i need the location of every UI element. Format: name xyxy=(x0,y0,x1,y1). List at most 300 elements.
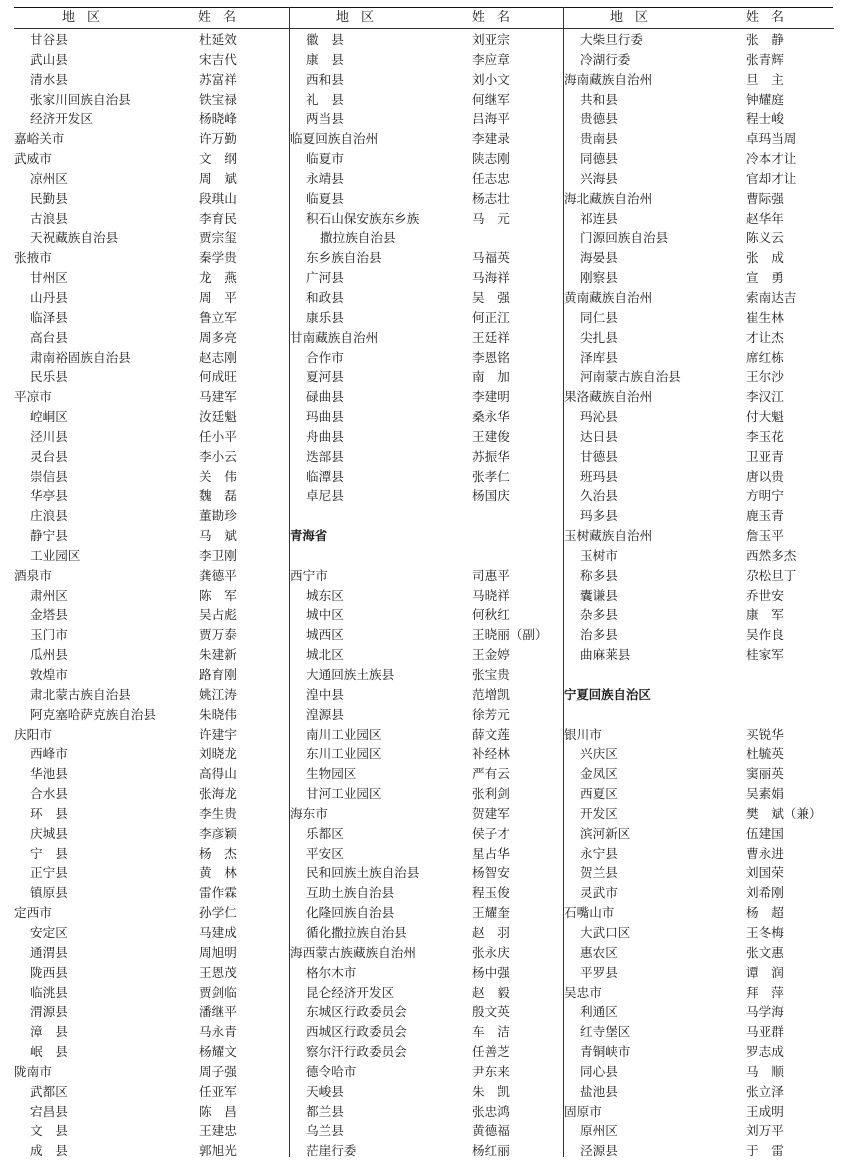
region-name: 甘谷县 xyxy=(30,32,68,47)
official-name: 李玉花 xyxy=(746,428,784,444)
table-row xyxy=(14,764,289,784)
official-name: 孙学仁 xyxy=(199,905,237,921)
region-name: 宕昌县 xyxy=(30,1103,68,1119)
official-name: 程玉俊 xyxy=(472,885,510,901)
official-name: 潘继平 xyxy=(199,1004,237,1020)
table-row xyxy=(14,824,289,844)
table-row xyxy=(14,605,289,625)
region-name: 崇信县 xyxy=(30,468,68,484)
table-row xyxy=(14,506,289,526)
official-name: 桑永华 xyxy=(472,409,510,425)
official-name: 杨 杰 xyxy=(199,845,237,861)
table-row xyxy=(14,248,289,268)
official-name: 任志忠 xyxy=(472,170,510,186)
name-header: 姓名 xyxy=(198,10,249,25)
region-name: 称多县 xyxy=(580,567,618,583)
official-name: 范增凯 xyxy=(472,686,510,702)
official-name: 陈 军 xyxy=(199,587,237,603)
region-name: 平凉市 xyxy=(14,389,52,405)
region-name: 永宁县 xyxy=(580,845,618,861)
directory-list xyxy=(564,30,834,1161)
table-row xyxy=(14,109,289,129)
table-row xyxy=(290,169,563,189)
official-name: 赵 羽 xyxy=(472,924,510,940)
region-name: 河南蒙古族自治县 xyxy=(580,369,681,385)
official-name: 何正江 xyxy=(472,309,510,325)
official-name: 李小云 xyxy=(199,448,237,464)
table-row xyxy=(290,824,563,844)
region-name: 漳 县 xyxy=(30,1024,68,1040)
table-row xyxy=(290,189,563,209)
table-row xyxy=(14,189,289,209)
official-name: 杜延效 xyxy=(199,32,237,47)
official-name: 任小平 xyxy=(199,428,237,444)
table-row xyxy=(14,784,289,804)
region-name: 嘉峪关市 xyxy=(14,131,65,147)
region-name: 泾源县 xyxy=(580,1143,618,1159)
official-name: 陈义云 xyxy=(746,230,784,246)
table-row xyxy=(14,149,289,169)
region-name: 乌兰县 xyxy=(306,1123,344,1139)
official-name: 周 平 xyxy=(199,289,237,305)
region-name: 冷湖行委 xyxy=(580,51,631,67)
official-name: 唐以贵 xyxy=(746,468,784,484)
official-name: 卫亚青 xyxy=(746,448,784,464)
official-name: 严有云 xyxy=(472,766,510,782)
official-name: 任亚军 xyxy=(199,1083,237,1099)
region-name: 德令哈市 xyxy=(306,1063,357,1079)
official-name: 拜 萍 xyxy=(746,984,784,1000)
official-name: 殷文英 xyxy=(472,1004,510,1020)
region-name: 青铜峡市 xyxy=(580,1044,631,1060)
table-row xyxy=(290,328,563,348)
region-name: 同心县 xyxy=(580,1063,618,1079)
official-name: 王耀奎 xyxy=(472,905,510,921)
table-row xyxy=(290,784,563,804)
official-name: 吴作良 xyxy=(746,627,784,643)
region-name: 海南藏族自治州 xyxy=(564,71,653,87)
table-row xyxy=(14,665,289,685)
region-name: 广河县 xyxy=(306,270,344,286)
table-row xyxy=(14,50,289,70)
official-name: 杨智安 xyxy=(472,865,510,881)
table-row xyxy=(290,288,563,308)
region-name: 银川市 xyxy=(564,726,602,742)
region-name: 临夏县 xyxy=(306,190,344,206)
province-heading xyxy=(290,526,563,546)
table-header xyxy=(564,7,834,29)
official-name: 何继军 xyxy=(472,91,510,107)
table-row xyxy=(14,70,289,90)
region-name: 尖扎县 xyxy=(580,329,618,345)
region-name: 西夏区 xyxy=(580,786,618,802)
region-name: 甘南藏族自治州 xyxy=(290,329,379,345)
region-name: 西和县 xyxy=(306,71,344,87)
table-row xyxy=(564,1022,834,1042)
table-row xyxy=(290,804,563,824)
table-row xyxy=(14,367,289,387)
official-name: 李建明 xyxy=(472,389,510,405)
region-name: 文 县 xyxy=(30,1123,68,1139)
official-name: 索南达吉 xyxy=(746,289,797,305)
official-name: 王建俊 xyxy=(472,428,510,444)
table-row xyxy=(290,983,563,1003)
region-name: 黄南藏族自治州 xyxy=(564,289,653,305)
name-header: 姓名 xyxy=(472,10,523,25)
table-row xyxy=(14,744,289,764)
official-name: 杜毓英 xyxy=(746,746,784,762)
official-name: 吴 强 xyxy=(472,289,510,305)
table-row xyxy=(290,1002,563,1022)
official-name: 杨红丽 xyxy=(472,1143,510,1159)
region-name: 滨河新区 xyxy=(580,825,631,841)
table-row xyxy=(564,963,834,983)
region-name: 定西市 xyxy=(14,905,52,921)
region-name: 祁连县 xyxy=(580,210,618,226)
table-row xyxy=(564,328,834,348)
table-row xyxy=(14,407,289,427)
official-name: 王晓丽（副） xyxy=(472,627,548,643)
province-heading xyxy=(564,685,834,705)
table-row xyxy=(14,883,289,903)
official-name: 马晓祥 xyxy=(472,587,510,603)
official-name: 尕松旦丁 xyxy=(746,567,797,583)
official-name: 何成旺 xyxy=(199,369,237,385)
table-row xyxy=(564,546,834,566)
table-row xyxy=(290,645,563,665)
official-name: 杨国庆 xyxy=(472,488,510,504)
official-name: 马永青 xyxy=(199,1024,237,1040)
region-name: 卓尼县 xyxy=(306,488,344,504)
table-row xyxy=(290,725,563,745)
table-row xyxy=(564,923,834,943)
table-row xyxy=(14,983,289,1003)
official-name: 宣 勇 xyxy=(746,270,784,286)
region-name: 成 县 xyxy=(30,1143,68,1159)
table-row xyxy=(564,447,834,467)
region-name: 瓜州县 xyxy=(30,647,68,663)
official-name: 李建录 xyxy=(472,131,510,147)
region-name: 原州区 xyxy=(580,1123,618,1139)
official-name: 王廷祥 xyxy=(472,329,510,345)
table-row xyxy=(290,308,563,328)
official-name: 张 静 xyxy=(746,32,784,47)
region-name: 正宁县 xyxy=(30,865,68,881)
official-name: 王尔沙 xyxy=(746,369,784,385)
region-name: 民勤县 xyxy=(30,190,68,206)
region-name: 庄浪县 xyxy=(30,508,68,524)
table-row xyxy=(14,526,289,546)
official-name: 张利剑 xyxy=(472,786,510,802)
table-row xyxy=(14,1141,289,1161)
official-name: 龙 燕 xyxy=(199,270,237,286)
official-name: 刘晓龙 xyxy=(199,746,237,762)
region-name: 湟中县 xyxy=(306,686,344,702)
table-row xyxy=(290,348,563,368)
official-name: 刘国荣 xyxy=(746,865,784,881)
table-row xyxy=(290,764,563,784)
table-row xyxy=(564,625,834,645)
region-name: 积石山保安族东乡族 xyxy=(306,210,420,226)
table-row xyxy=(290,883,563,903)
table-row xyxy=(290,963,563,983)
table-row xyxy=(564,149,834,169)
region-name: 南川工业园区 xyxy=(306,726,382,742)
official-name: 赵志刚 xyxy=(199,349,237,365)
table-row xyxy=(14,1042,289,1062)
table-row xyxy=(290,1141,563,1161)
official-name: 李彦颖 xyxy=(199,825,237,841)
table-row xyxy=(14,645,289,665)
region-name: 金凤区 xyxy=(580,766,618,782)
official-name: 西然多杰 xyxy=(746,547,797,563)
official-name: 张孝仁 xyxy=(472,468,510,484)
official-name: 朱晓伟 xyxy=(199,706,237,722)
table-row xyxy=(564,1141,834,1161)
table-row xyxy=(290,923,563,943)
region-name: 循化撒拉族自治县 xyxy=(306,924,407,940)
official-name: 才让杰 xyxy=(746,329,784,345)
region-name: 城中区 xyxy=(306,607,344,623)
region-name: 凉州区 xyxy=(30,170,68,186)
region-name: 崆峒区 xyxy=(30,409,68,425)
region-name: 经济开发区 xyxy=(30,111,93,127)
region-name: 果洛藏族自治州 xyxy=(564,389,653,405)
table-row xyxy=(14,90,289,110)
table-row xyxy=(564,804,834,824)
region-name: 镇原县 xyxy=(30,885,68,901)
official-name: 马学海 xyxy=(746,1004,784,1020)
official-name: 马建成 xyxy=(199,924,237,940)
table-row xyxy=(564,566,834,586)
official-name: 李应章 xyxy=(472,51,510,67)
table-row xyxy=(290,248,563,268)
official-name: 张海龙 xyxy=(199,786,237,802)
table-row xyxy=(564,129,834,149)
region-name: 茫崖行委 xyxy=(306,1143,357,1159)
official-name: 李恩铭 xyxy=(472,349,510,365)
table-row xyxy=(564,526,834,546)
table-row xyxy=(14,328,289,348)
official-name: 席红栋 xyxy=(746,349,784,365)
region-name: 玉门市 xyxy=(30,627,68,643)
region-name: 化隆回族自治县 xyxy=(306,905,395,921)
official-name: 乔世安 xyxy=(746,587,784,603)
table-row xyxy=(564,605,834,625)
table-row xyxy=(290,605,563,625)
table-row xyxy=(290,546,563,566)
table-row xyxy=(14,685,289,705)
region-name: 都兰县 xyxy=(306,1103,344,1119)
official-name: 李生贵 xyxy=(199,805,237,821)
region-name: 肃南裕固族自治县 xyxy=(30,349,131,365)
table-row xyxy=(290,1121,563,1141)
official-name: 旦 主 xyxy=(746,71,784,87)
region-name: 乐都区 xyxy=(306,825,344,841)
table-row xyxy=(564,705,834,725)
official-name: 秦学贵 xyxy=(199,250,237,266)
region-name: 张家川回族自治县 xyxy=(30,91,131,107)
table-row xyxy=(564,367,834,387)
table-row xyxy=(290,268,563,288)
region-name: 海东市 xyxy=(290,805,328,821)
official-name: 窦丽英 xyxy=(746,766,784,782)
table-row xyxy=(564,1062,834,1082)
official-name: 鲁立军 xyxy=(199,309,237,325)
official-name: 付大魁 xyxy=(746,409,784,425)
table-row xyxy=(290,566,563,586)
official-name: 马建军 xyxy=(199,389,237,405)
official-name: 杨中强 xyxy=(472,964,510,980)
table-header xyxy=(290,7,563,29)
table-row xyxy=(564,725,834,745)
directory-column-2 xyxy=(290,7,563,1159)
table-row xyxy=(564,506,834,526)
table-row xyxy=(564,169,834,189)
region-name: 工业园区 xyxy=(30,547,81,563)
table-row xyxy=(14,566,289,586)
directory-list xyxy=(290,30,563,1161)
official-name: 吴占彪 xyxy=(199,607,237,623)
region-name: 城西区 xyxy=(306,627,344,643)
table-row xyxy=(14,1062,289,1082)
region-name: 门源回族自治县 xyxy=(580,230,669,246)
official-name: 卓玛当周 xyxy=(746,131,797,147)
region-name: 吴忠市 xyxy=(564,984,602,1000)
official-name: 买锐华 xyxy=(746,726,784,742)
table-row xyxy=(14,844,289,864)
region-name: 东川工业园区 xyxy=(306,746,382,762)
region-name: 和政县 xyxy=(306,289,344,305)
region-name: 城北区 xyxy=(306,647,344,663)
official-name: 官却才让 xyxy=(746,170,797,186)
table-row xyxy=(564,1002,834,1022)
official-name: 贾万泰 xyxy=(199,627,237,643)
region-name: 察尔汗行政委员会 xyxy=(306,1044,407,1060)
official-name: 周 斌 xyxy=(199,170,237,186)
official-name: 周子强 xyxy=(199,1063,237,1079)
region-name: 天祝藏族自治县 xyxy=(30,230,119,246)
table-row xyxy=(564,883,834,903)
table-row xyxy=(14,546,289,566)
region-name: 同仁县 xyxy=(580,309,618,325)
table-row xyxy=(14,209,289,229)
official-name: 吴素娟 xyxy=(746,786,784,802)
region-name: 盐池县 xyxy=(580,1083,618,1099)
region-name: 两当县 xyxy=(306,111,344,127)
region-name: 城东区 xyxy=(306,587,344,603)
region-name: 临夏市 xyxy=(306,151,344,167)
official-name: 魏 磊 xyxy=(199,488,237,504)
region-name: 刚察县 xyxy=(580,270,618,286)
official-name: 车 洁 xyxy=(472,1024,510,1040)
official-name: 曹永进 xyxy=(746,845,784,861)
official-name: 樊 斌（兼） xyxy=(746,805,822,821)
official-name: 张 成 xyxy=(746,250,784,266)
region-name: 民和回族土族自治县 xyxy=(306,865,420,881)
official-name: 詹玉平 xyxy=(746,528,784,544)
region-name: 永靖县 xyxy=(306,170,344,186)
region-name: 临泽县 xyxy=(30,309,68,325)
table-row xyxy=(290,625,563,645)
official-name: 苏富祥 xyxy=(199,71,237,87)
table-row xyxy=(290,1022,563,1042)
table-row xyxy=(564,764,834,784)
table-row xyxy=(564,983,834,1003)
region-name: 西城区行政委员会 xyxy=(306,1024,407,1040)
official-name: 张文惠 xyxy=(746,944,784,960)
official-name: 宋吉代 xyxy=(199,51,237,67)
table-row xyxy=(290,70,563,90)
official-name: 贺建军 xyxy=(472,805,510,821)
official-name: 段琪山 xyxy=(199,190,237,206)
official-name: 赵 毅 xyxy=(472,984,510,1000)
table-row xyxy=(564,248,834,268)
region-name: 海晏县 xyxy=(580,250,618,266)
table-row xyxy=(14,804,289,824)
region-name: 安定区 xyxy=(30,924,68,940)
table-row xyxy=(564,903,834,923)
table-row xyxy=(564,1082,834,1102)
official-name: 高得山 xyxy=(199,766,237,782)
region-name: 大柴旦行委 xyxy=(580,32,643,47)
official-name: 侯子才 xyxy=(472,825,510,841)
table-row xyxy=(564,387,834,407)
official-name: 刘亚宗 xyxy=(472,32,510,47)
region-name: 高台县 xyxy=(30,329,68,345)
region-name: 西宁市 xyxy=(290,567,328,583)
region-name: 泾川县 xyxy=(30,428,68,444)
official-name: 尹东来 xyxy=(472,1063,510,1079)
official-name: 张青辉 xyxy=(746,51,784,67)
table-row xyxy=(14,268,289,288)
official-name: 马 顺 xyxy=(746,1063,784,1079)
region-name: 合作市 xyxy=(306,349,344,365)
region-name: 贺兰县 xyxy=(580,865,618,881)
region-name: 武山县 xyxy=(30,51,68,67)
official-name: 星占华 xyxy=(472,845,510,861)
table-row xyxy=(564,189,834,209)
region-name: 临夏回族自治州 xyxy=(290,131,379,147)
table-row xyxy=(290,228,563,248)
official-name: 马亚群 xyxy=(746,1024,784,1040)
directory-column-1 xyxy=(14,7,289,1159)
region-name: 曲麻莱县 xyxy=(580,647,631,663)
region-name: 康乐县 xyxy=(306,309,344,325)
table-row xyxy=(290,506,563,526)
table-row xyxy=(290,705,563,725)
official-name: 周旭明 xyxy=(199,944,237,960)
table-row xyxy=(564,1121,834,1141)
region-name: 环 县 xyxy=(30,805,68,821)
table-row xyxy=(290,1082,563,1102)
region-name: 开发区 xyxy=(580,805,618,821)
region-name: 肃北蒙古族自治县 xyxy=(30,686,131,702)
official-name: 何秋红 xyxy=(472,607,510,623)
table-row xyxy=(14,486,289,506)
official-name: 汝廷魁 xyxy=(199,409,237,425)
table-row xyxy=(290,50,563,70)
table-row xyxy=(14,467,289,487)
table-row xyxy=(290,665,563,685)
official-name: 李汉江 xyxy=(746,389,784,405)
table-row xyxy=(14,387,289,407)
table-row xyxy=(564,228,834,248)
table-row xyxy=(290,486,563,506)
table-row xyxy=(290,30,563,50)
official-name: 南 加 xyxy=(472,369,510,385)
official-name: 刘万平 xyxy=(746,1123,784,1139)
